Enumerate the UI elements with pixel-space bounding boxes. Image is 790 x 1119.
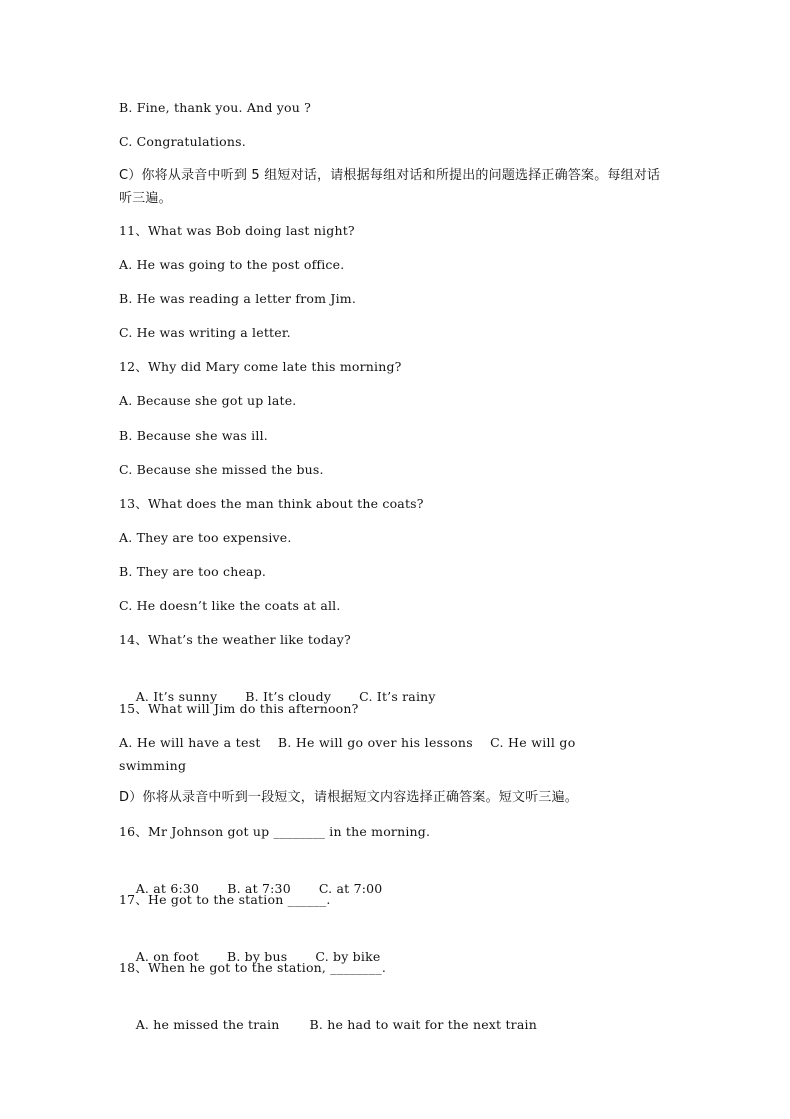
option-11c: C. He was writing a letter.: [119, 325, 291, 340]
options-15: [119, 731, 624, 777]
option-17a: A. on foot: [135, 949, 199, 964]
question-18: 18、When he got to the station, ________.: [119, 960, 387, 975]
question-17: 17、He got to the station ______.: [119, 892, 331, 907]
question-14: 14、What’s the weather like today?: [119, 632, 351, 647]
option-14c: C. It’s rainy: [359, 689, 436, 704]
option-16b: B. at 7:30: [227, 881, 291, 896]
section-d-instructions: D）你将从录音中听到一段短文，请根据短文内容选择正确答案。短文听三遍。: [119, 790, 579, 805]
option-17b: B. by bus: [226, 949, 288, 964]
question-13: 13、What does the man think about the coats?: [119, 496, 424, 511]
option-12c: C. Because she missed the bus.: [119, 462, 324, 477]
option-16c: C. at 7:00: [318, 881, 383, 896]
question-11: 11、What was Bob doing last night?: [119, 223, 355, 238]
question-12: 12、Why did Mary come late this morning?: [119, 359, 402, 374]
option-12b: B. Because she was ill.: [119, 428, 268, 443]
option-13a: A. They are too expensive.: [119, 530, 292, 545]
section-c-instructions: C）你将从录音中听到 5 组短对话，请根据每组对话和所提出的问题选择正确答案。每组对话听三遍。: [119, 168, 661, 206]
option-11b: B. He was reading a letter from Jim.: [119, 291, 356, 306]
option-18a: A. he missed the train: [135, 1017, 280, 1032]
option-17c: C. by bike: [315, 949, 381, 964]
option-15c: C. He will go swimming: [119, 735, 576, 773]
option-14b: B. It’s cloudy: [245, 689, 332, 704]
option-18b: B. he had to wait for the next train: [309, 1017, 537, 1032]
options-18: [119, 990, 679, 1059]
option-15a: A. He will have a test: [119, 735, 261, 750]
option-13c: C. He doesn’t like the coats at all.: [119, 598, 341, 613]
option-16a: A. at 6:30: [135, 881, 200, 896]
option-13b: B. They are too cheap.: [119, 564, 267, 579]
option-10b: B. Fine, thank you. And you ?: [119, 100, 312, 115]
option-10c: C. Congratulations.: [119, 134, 246, 149]
option-14a: A. It’s sunny: [135, 689, 218, 704]
question-15: 15、What will Jim do this afternoon?: [119, 701, 359, 716]
option-11a: A. He was going to the post office.: [119, 257, 345, 272]
question-16: 16、Mr Johnson got up ________ in the morning.: [119, 824, 431, 839]
option-15b: B. He will go over his lessons: [277, 735, 473, 750]
option-12a: A. Because she got up late.: [119, 393, 297, 408]
